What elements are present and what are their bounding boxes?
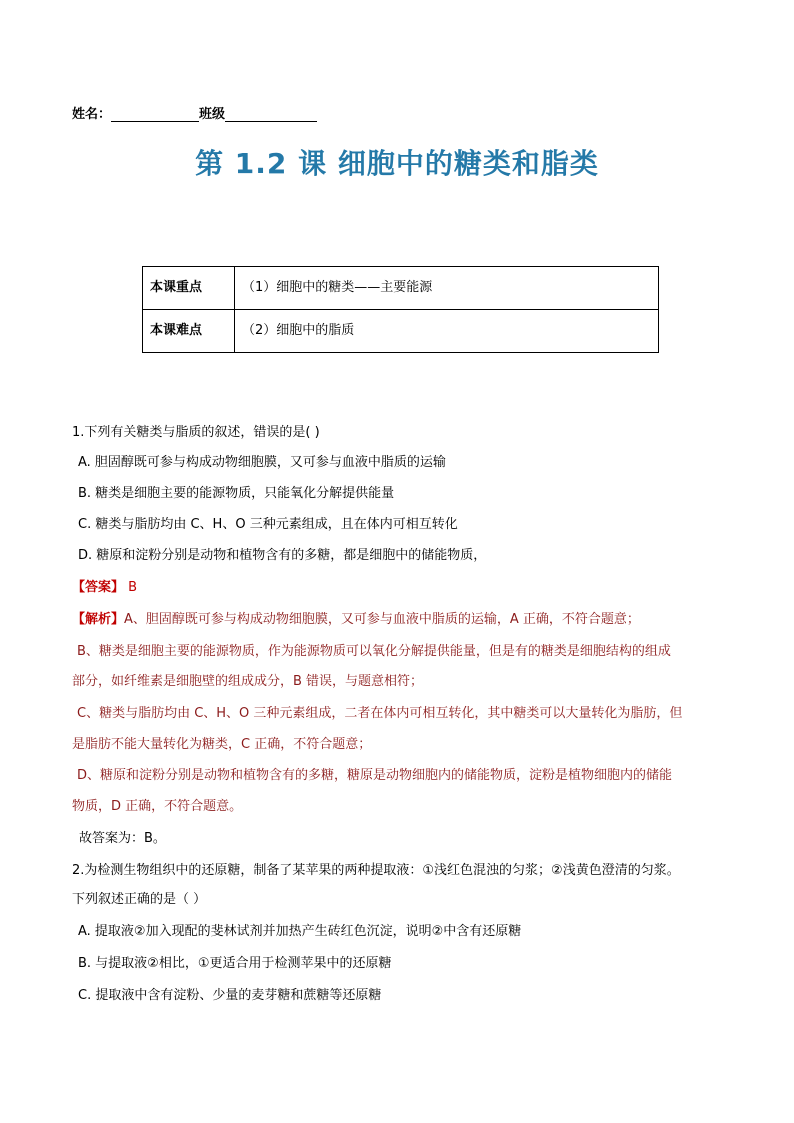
answer-label: 【答案】	[72, 580, 125, 595]
analysis-text: A、胆固醇既可参与构成动物细胞膜，又可参与血液中脂质的运输，A 正确，不符合题意；	[124, 612, 640, 627]
q2-stem-line-1: 2.为检测生物组织中的还原糖，制备了某苹果的两种提取液：①浅红色混浊的匀浆；②浅黄色澄清的匀浆。	[72, 863, 680, 878]
q1-analysis-line-6: D、糖原和淀粉分别是动物和植物含有的多糖，糖原是动物细胞内的储能物质，淀粉是植物细胞内的储能	[77, 768, 673, 783]
q1-analysis-line-7: 物质，D 正确，不符合题意。	[72, 799, 243, 814]
student-info-line	[72, 103, 317, 122]
table-row	[143, 310, 659, 353]
name-blank[interactable]	[111, 107, 199, 122]
key-point-label: 本课重点	[143, 267, 235, 310]
q2-stem-line-2: 下列叙述正确的是（ ）	[72, 892, 207, 907]
class-label: 班级	[199, 107, 226, 122]
answer-value: B	[124, 580, 138, 595]
q1-analysis-line-1	[72, 604, 640, 635]
q1-option-b: B. 糖类是细胞主要的能源物质，只能氧化分解提供能量	[78, 486, 395, 501]
key-point-content: （1）细胞中的糖类——主要能源	[235, 267, 659, 310]
analysis-label: 【解析】	[72, 612, 125, 627]
difficult-point-label: 本课难点	[143, 310, 235, 353]
q1-analysis-line-4: C、糖类与脂肪均由 C、H、O 三种元素组成，二者在体内可相互转化，其中糖类可以大量转化为脂肪，但	[77, 706, 683, 721]
lesson-focus-table	[142, 266, 659, 353]
q1-option-a: A. 胆固醇既可参与构成动物细胞膜，又可参与血液中脂质的运输	[78, 455, 446, 470]
q2-option-b: B. 与提取液②相比，①更适合用于检测苹果中的还原糖	[78, 956, 392, 971]
page-title: 第 1.2 课 细胞中的糖类和脂类	[195, 147, 599, 180]
class-blank[interactable]	[225, 107, 317, 122]
difficult-point-content: （2）细胞中的脂质	[235, 310, 659, 353]
q1-stem: 1.下列有关糖类与脂质的叙述，错误的是( )	[72, 425, 320, 440]
q1-analysis-line-3: 部分，如纤维素是细胞壁的组成成分，B 错误，与题意相符；	[72, 674, 424, 689]
q1-analysis-line-5: 是脂肪不能大量转化为糖类，C 正确，不符合题意；	[72, 737, 372, 752]
q2-option-a: A. 提取液②加入现配的斐林试剂并加热产生砖红色沉淀，说明②中含有还原糖	[78, 924, 522, 939]
q1-analysis-line-2: B、糖类是细胞主要的能源物质，作为能源物质可以氧化分解提供能量，但是有的糖类是细胞结构的组成	[77, 644, 671, 659]
q1-conclusion: 故答案为：B。	[79, 831, 166, 846]
table-row	[143, 267, 659, 310]
q2-option-c: C. 提取液中含有淀粉、少量的麦芽糖和蔗糖等还原糖	[78, 988, 382, 1003]
q1-answer	[72, 572, 137, 603]
q1-option-c: C. 糖类与脂肪均由 C、H、O 三种元素组成，且在体内可相互转化	[78, 517, 458, 532]
name-label: 姓名：	[72, 107, 112, 122]
q1-option-d: D. 糖原和淀粉分别是动物和植物含有的多糖，都是细胞中的储能物质，	[78, 548, 487, 563]
